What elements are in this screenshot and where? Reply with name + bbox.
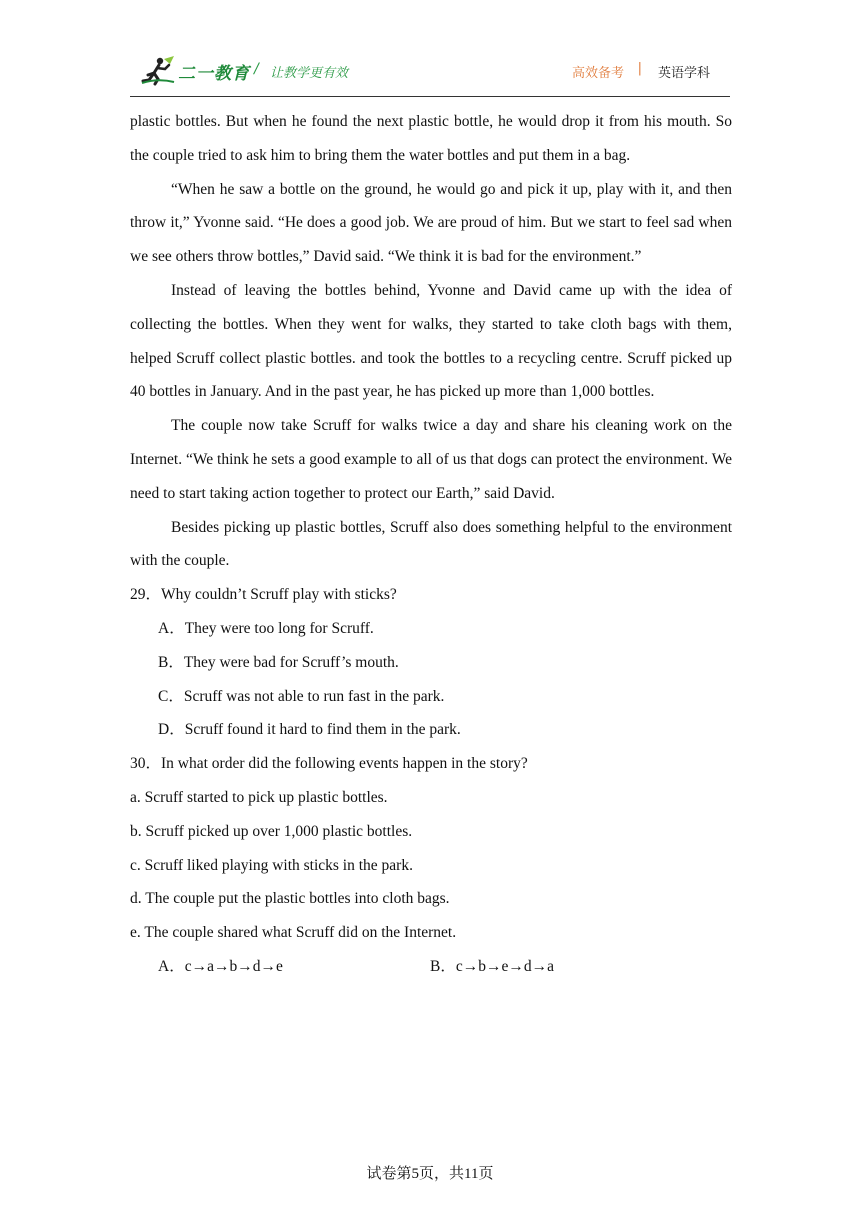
question-30: 30．In what order did the following events happen in the story?	[130, 755, 528, 773]
brand-logo	[140, 56, 250, 86]
q29-option-a: A．They were too long for Scruff.	[158, 619, 374, 637]
q29-option-c: C．Scruff was not able to run fast in the park.	[158, 687, 445, 705]
q30-event-e: e. The couple shared what Scruff did on the Internet.	[130, 924, 457, 942]
page-footer: 试卷第5页，共11页	[366, 1166, 494, 1182]
q30-option-a: A．c→a→b→d→e	[158, 957, 283, 975]
header-tag-right: 英语学科	[657, 66, 710, 81]
q30-event-a: a. Scruff started to pick up plastic bottles.	[130, 788, 388, 806]
q30-event-c: c. Scruff liked playing with sticks in the park.	[130, 856, 413, 874]
q30-event-d: d. The couple put the plastic bottles into cloth bags.	[130, 890, 450, 908]
document-body	[130, 105, 732, 984]
q30-event-b: b. Scruff picked up over 1,000 plastic bottles.	[130, 822, 413, 840]
paragraph-4: The couple now take Scruff for walks twice a day and share his cleaning work on the Internet. “We think he sets a good example to all of us that dogs can protect the environment. We need to start taking action together to protect our Earth,” said David.	[130, 417, 732, 502]
q29-option-d: D．Scruff found it hard to find them in the park.	[158, 721, 461, 739]
slogan: 让教学更有效	[270, 66, 349, 81]
header-rule	[130, 96, 730, 97]
question-29: 29．Why couldn’t Scruff play with sticks?	[130, 586, 397, 604]
runner-logo-icon	[140, 56, 176, 86]
logo-text: 二一教育	[178, 63, 250, 84]
header-tag-left: 高效备考	[571, 66, 624, 81]
paragraph-1: plastic bottles. But when he found the next plastic bottle, he would drop it from his mouth. So the couple tried to ask him to bring them the water bottles and put them in a bag.	[130, 113, 732, 164]
paragraph-2: “When he saw a bottle on the ground, he would go and pick it up, play with it, and then throw it,” Yvonne said. “He does a good job. We are proud of him. But we start to feel sad when we see others throw bottles,” David said. “We think it is bad for the environment.”	[130, 180, 732, 266]
q30-option-b: B．c→b→e→d→a	[430, 957, 554, 975]
q29-option-b: B．They were bad for Scruff’s mouth.	[158, 653, 399, 671]
slogan-separator: /	[254, 61, 259, 77]
paragraph-3: Instead of leaving the bottles behind, Yvonne and David came up with the idea of collecting the bottles. When they went for walks, they started to take cloth bags with them, helped Scruff collect plastic bottles. and took the bottles to a recycling centre. Scruff picked up 40 bottles in January. And in the past year, he has picked up more than 1,000 bottles.	[130, 281, 732, 401]
q30-options-row	[130, 950, 732, 984]
paragraph-5: Besides picking up plastic bottles, Scruff also does something helpful to the environment with the couple.	[130, 518, 732, 570]
page-header	[130, 56, 730, 96]
header-tag-separator: |	[637, 61, 642, 76]
